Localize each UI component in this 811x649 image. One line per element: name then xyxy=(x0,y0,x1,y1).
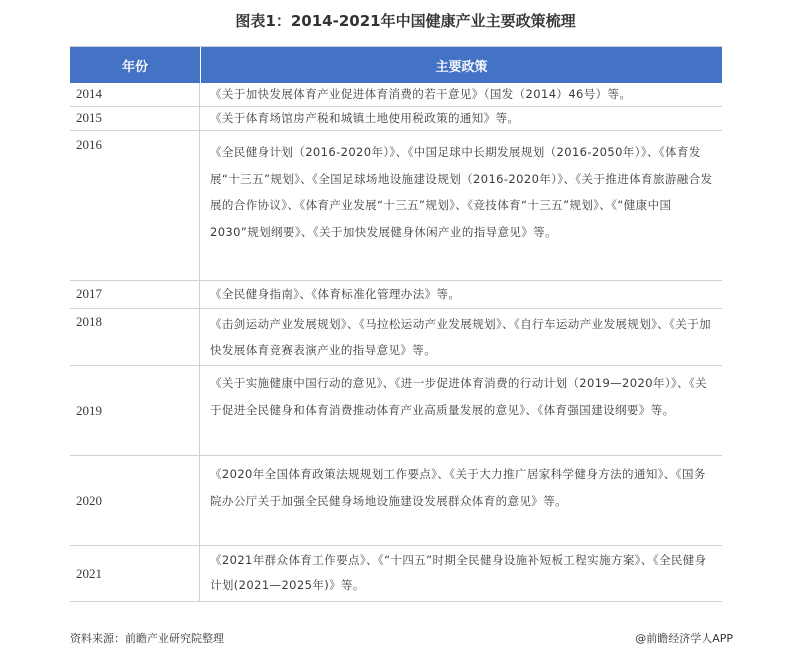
header-policy: 主要政策 xyxy=(435,59,488,75)
policy-cell: 《2020年全国体育政策法规规划工作要点》、《关于大力推广居家科学健身方法的通知》、《国务院办公厅关于加强全民健身场地设施建设发展群众体育的意见》等。 xyxy=(210,467,706,508)
header-year: 年份 xyxy=(70,47,201,83)
year-cell: 2017 xyxy=(70,281,200,308)
policy-cell: 《关于体育场馆房产税和城镇土地使用税政策的通知》等。 xyxy=(210,111,520,125)
year-cell: 2020 xyxy=(70,456,200,545)
year-cell: 2014 xyxy=(70,83,200,106)
year-cell: 2015 xyxy=(70,107,200,130)
policy-cell: 《关于实施健康中国行动的意见》、《进一步促进体育消费的行动计划（2019—2020年）》、《关于促进全民健身和体育消费推动体育产业高质量发展的意见》、《体育强国建设纲要》等。 xyxy=(210,376,708,417)
year-cell: 2018 xyxy=(70,309,200,365)
table-row xyxy=(70,456,722,546)
table-row xyxy=(70,281,722,309)
table-row xyxy=(70,309,722,366)
policy-cell: 《击剑运动产业发展规划》、《马拉松运动产业发展规划》、《自行车运动产业发展规划》、《关于加快发展体育竞赛表演产业的指导意见》等。 xyxy=(210,317,711,357)
policy-cell: 《关于加快发展体育产业促进体育消费的若干意见》（国发（2014）46号）等。 xyxy=(210,87,632,101)
year-cell: 2019 xyxy=(70,366,200,455)
year-cell: 2021 xyxy=(70,546,200,601)
table-row xyxy=(70,83,722,107)
table-header xyxy=(70,47,722,83)
policy-cell: 《全民健身计划（2016-2020年）》、《中国足球中长期发展规划（2016-2050年）》、《体育发展“十三五”规划》、《全国足球场地设施建设规划（2016-2020年）》、《关于推进体育旅游融合发展的合作协议》、《体育产业发展“十三五”规划》、《竞技体育“十三五”规划》、《“健康中国2030”规划纲要》、《关于加快发展健身休闲产业的指导意见》等。 xyxy=(210,145,713,239)
table-row xyxy=(70,546,722,602)
table-row xyxy=(70,107,722,131)
credit-note: @前瞻经济学人APP xyxy=(635,632,733,645)
policy-table xyxy=(70,46,722,602)
source-note: 资料来源：前瞻产业研究院整理 xyxy=(70,632,224,645)
policy-cell: 《全民健身指南》、《体育标准化管理办法》等。 xyxy=(210,287,461,301)
table-row xyxy=(70,366,722,456)
chart-title: 图表1：2014-2021年中国健康产业主要政策梳理 xyxy=(235,12,576,30)
table-row xyxy=(70,131,722,281)
policy-cell: 《2021年群众体育工作要点》、《“十四五”时期全民健身设施补短板工程实施方案》、《全民健身计划(2021—2025年)》等。 xyxy=(210,553,707,592)
year-cell: 2016 xyxy=(70,131,200,280)
